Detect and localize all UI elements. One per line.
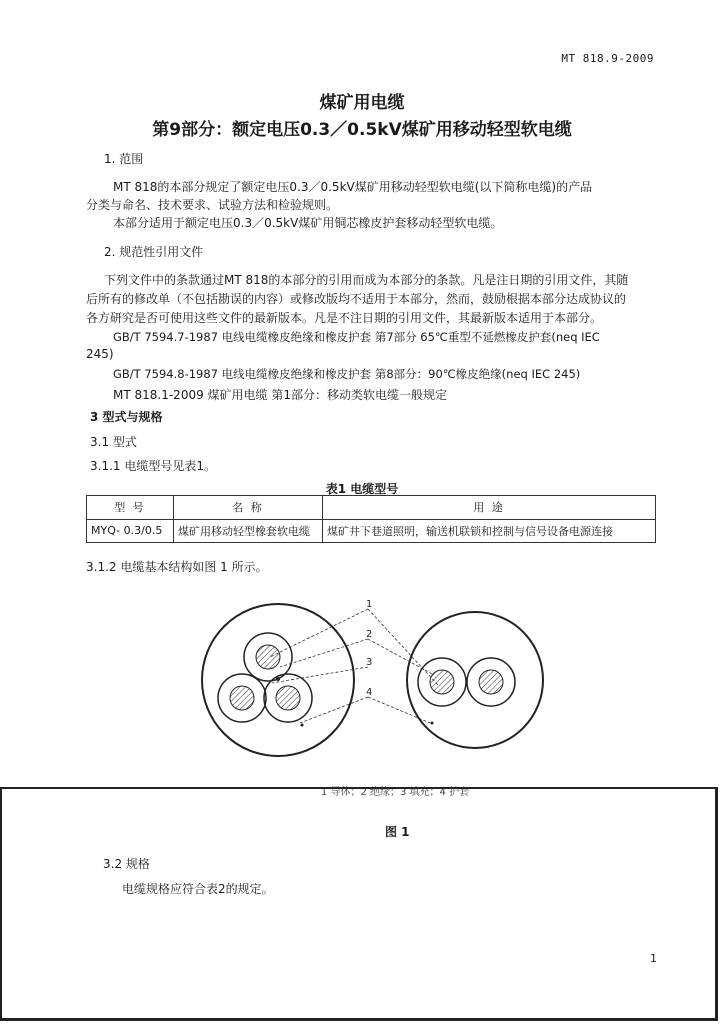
paragraph-line: 各方研究是否可使用这些文件的最新版本。凡是不注日期的引用文件，其最新版本适用于本部分。 [86,311,603,325]
page-number: 1 [650,952,657,965]
table-cell-name: 煤矿用移动轻型橡套软电缆 [174,519,323,543]
page-subtitle: 第9部分：额定电压0.3／0.5kV煤矿用移动轻型软电缆 [152,120,572,140]
table-header-cell: 型 号 [87,496,174,520]
paragraph-line: 下列文件中的条款通过MT 818的本部分的引用而成为本部分的条款。凡是注日期的引用文件，其随 [104,273,629,287]
paragraph-line: 本部分适用于额定电压0.3／0.5kV煤矿用铜芯橡皮护套移动轻型软电缆。 [113,216,503,230]
reference-item: MT 818.1-2009 煤矿用电缆 第1部分：移动类软电缆一般规定 [113,388,447,402]
figure-label: 2 [366,629,373,640]
table-cell-model: MYQ- 0.3/0.5 [87,519,174,543]
table-header-row [87,496,656,520]
table-row [87,519,656,543]
cable-structure-figure [190,595,660,775]
section-heading-scope: 1. 范围 [104,152,144,166]
cable-type-table [86,495,656,543]
subsection-heading: 3.1 型式 [90,435,137,449]
subsection-text: 3.1.1 电缆型号见表1。 [90,459,216,473]
page-frame [0,787,718,1021]
figure-label: 3 [366,657,373,668]
reference-item: GB/T 7594.8-1987 电线电缆橡皮绝缘和橡皮护套 第8部分：90℃橡皮绝缘(neq IEC 245) [113,367,581,381]
subsection-heading: 3.2 规格 [103,857,150,871]
figure-legend: 1 导体；2 绝缘；3 填充；4 护套 [320,787,470,798]
table-caption: 表1 电缆型号 [325,482,399,496]
paragraph-line: 后所有的修改单（不包括勘误的内容）或修改版均不适用于本部分，然而，鼓励根据本部分达成协议的 [86,292,627,306]
table-header-cell: 用 途 [323,496,656,520]
paragraph-line: 分类与命名、技术要求、试验方法和检验规则。 [86,198,339,212]
paragraph-line: MT 818的本部分规定了额定电压0.3／0.5kV煤矿用移动轻型软电缆(以下简称电缆)的产品 [113,180,593,194]
page-title: 煤矿用电缆 [319,93,405,113]
standard-code: MT 818.9-2009 [561,52,654,65]
figure-label: 4 [366,687,373,698]
reference-item: GB/T 7594.7-1987 电线电缆橡皮绝缘和橡皮护套 第7部分 65℃重型不延燃橡皮护套(neq IEC [113,330,600,344]
table-header-cell: 名 称 [174,496,323,520]
subsection-text: 电缆规格应符合表2的规定。 [122,882,274,896]
reference-item-continued: 245) [86,347,114,361]
table-cell-usage: 煤矿井下巷道照明，输送机联锁和控制与信号设备电源连接 [323,519,656,543]
figure-caption: 图 1 [385,825,410,839]
subsection-text: 3.1.2 电缆基本结构如图 1 所示。 [86,560,268,574]
two-core-cable-section [407,612,543,748]
figure-label: 1 [366,599,373,610]
section-heading-types: 3 型式与规格 [90,410,163,424]
section-heading-references: 2. 规范性引用文件 [104,245,204,259]
